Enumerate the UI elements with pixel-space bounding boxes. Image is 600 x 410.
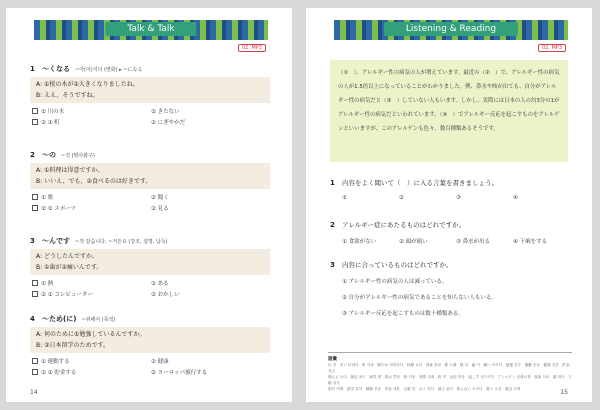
option-item[interactable]: ② 聞く	[151, 195, 169, 201]
answer-blank[interactable]: ①	[342, 195, 347, 201]
section-title: Listening & Reading	[384, 22, 518, 36]
talk-banner	[34, 20, 268, 40]
mp3-badge[interactable]: 02. MP3	[538, 44, 566, 52]
dialogue-box: A: 何のために①勉強しているんですか。 B: ②日本留学のためです。	[30, 327, 270, 353]
page-number: 14	[30, 389, 38, 396]
checkbox-icon	[32, 369, 38, 375]
answer-option[interactable]: ③ アレルギー反応を起こすものは数十種類ある。	[342, 311, 464, 317]
option-item[interactable]: ① 熱	[32, 279, 151, 287]
answer-option[interactable]: ② 頭が痛い	[399, 239, 428, 245]
question-2: 2 アレルギー症にあたるものはどれですか。 ① 食欲がない ② 頭が痛い ③ 鼻水が出る ④ 下痢をする	[330, 220, 570, 245]
dialogue-a: ①桜の木が②大きくなりましたね。	[44, 81, 139, 88]
question-1: 1 内容をよく聞いて（ ）に入る言葉を書きましょう。 ① ② ③ ④	[330, 178, 570, 201]
block-title: ～くなる	[42, 65, 70, 73]
option-item[interactable]: ② ① コンピューター	[32, 290, 151, 298]
answer-option[interactable]: ④ 下痢をする	[513, 239, 548, 245]
checkbox-icon	[32, 280, 38, 286]
block-note: ~아(어)지다 (변화) ▸ ~になる	[75, 67, 143, 73]
pattern-block: 3 ～んです ~것 같습니다, ~거든요 (강조, 설명, 납득) A: どうしたんですか。 B: ①歯が②痛いんです。 ① 熱 ② ある ② ① コンピューター ② おかしい	[30, 236, 270, 298]
left-page	[6, 8, 292, 402]
option-item[interactable]: ② 見る	[151, 206, 169, 212]
vocab-line: 旅行 여행 留学 유학 種類 종류 内容 내용 言葉 말 合う 맞다 減る 줄다 知らない 모르다 数十 수십 数百 수백	[328, 387, 521, 391]
answer-option[interactable]: ③ 鼻水が出る	[456, 239, 491, 245]
dialogue-b: ええ、そうですね。	[44, 92, 99, 99]
answer-blank[interactable]: ③	[456, 195, 461, 201]
answer-blank[interactable]: ②	[399, 195, 404, 201]
reading-passage	[330, 60, 568, 162]
answer-option[interactable]: ② 自分がアレルギー性の病気であることを知らない人もいる。	[342, 295, 497, 301]
option-item[interactable]: ② きたない	[151, 109, 180, 115]
checkbox-icon	[32, 291, 38, 297]
vocab-line: 川 강 汚い 더럽다 町 마을 賑やか 번화하다 料理 요리 得意 잘함 歌 노래 熱 열 歯 이 痛い 아프다 勉強 공부 運動 운동 健康 건강 貯金 저금	[328, 363, 570, 373]
pattern-block	[30, 64, 270, 126]
pattern-block: 4 ～ため(に) ~위해서 (목적) A: 何のために①勉強しているんですか。 B: ②日本留学のためです。 ① 運動する ② 健康 ② ① 貯金する ② ヨーロッパ旅行する	[30, 314, 270, 376]
mp3-badge[interactable]: 02. MP3	[238, 44, 266, 52]
option-item[interactable]: ② ① スポーツ	[32, 204, 151, 212]
option-item[interactable]: ① 川の水	[32, 107, 151, 115]
block-number: 1	[30, 65, 35, 73]
checkbox-icon	[32, 358, 38, 364]
question-3: 3 内容に合っているものはどれですか。 ① アレルギー性の病気の人は減っている。 ② 自分がアレルギー性の病気であることを知らない人もいる。 ③ アレルギー反応を起こすものは数十種類ある。	[330, 260, 570, 317]
page-number: 15	[560, 389, 568, 396]
checkbox-icon	[32, 205, 38, 211]
checkbox-icon	[32, 108, 38, 114]
dialogue-box: A: ①桜の木が②大きくなりましたね。 B: ええ、そうですね。	[30, 77, 270, 103]
right-page	[306, 8, 592, 402]
option-item[interactable]: ② 健康	[151, 359, 169, 365]
vocabulary-box	[328, 352, 572, 392]
option-item[interactable]: ② ① 貯金する	[32, 368, 151, 376]
option-item[interactable]: ① 運動する	[32, 357, 151, 365]
vocab-line: 増える 늘다 最近 최근 病気 병 鼻水 콧물 咳 기침 実際 실제 約 약 反応 반응 起こす 일으키다 アレルゲン 알레르겐 食欲 식욕 頭 머리 下痢 설사	[328, 375, 572, 385]
answer-option[interactable]: ① アレルギー性の病気の人は減っている。	[342, 279, 448, 285]
option-item[interactable]: ② おかしい	[151, 292, 180, 298]
pattern-block: 2 ～の ~것 (명사화구) A: ①料理は得意ですか。 B: いいえ、でも、②食べるのは好きです。 ① 歌 ② 聞く ② ① スポーツ ② 見る	[30, 150, 270, 212]
dialogue-box: A: ①料理は得意ですか。 B: いいえ、でも、②食べるのは好きです。	[30, 163, 270, 189]
checkbox-icon	[32, 194, 38, 200]
option-item[interactable]: ② ① 町	[32, 118, 151, 126]
answer-option[interactable]: ① 食欲がない	[342, 239, 377, 245]
option-item[interactable]: ② にぎやかだ	[151, 120, 186, 126]
vocab-title: 語彙	[328, 357, 337, 362]
dialogue-box: A: どうしたんですか。 B: ①歯が②痛いんです。	[30, 249, 270, 275]
reading-text: （① ）、アレルギー性の病気の人が増えています。最近の（② ）で、アレルギー性の病気の人が1.5倍以上になっていることがわかりました。例、鼻水や咳が出ても、自分がアレルギー性の病気だと（③ ）していない人もいます。しかし、実際には日本の人の約3分の1がアレルギー性の病気だといわれています。（④ ）でアレルギー反応を起こすものをアレルゲンといいますが、このアレルゲンも色々、数百種類あるそうです。	[338, 70, 560, 132]
option-item[interactable]: ② ヨーロッパ旅行する	[151, 370, 208, 376]
option-item[interactable]: ② ある	[151, 281, 169, 287]
checkbox-icon	[32, 119, 38, 125]
listening-banner	[334, 20, 568, 40]
answer-blank[interactable]: ④	[513, 195, 518, 201]
section-title: Talk & Talk	[105, 22, 196, 36]
option-item[interactable]: ① 歌	[32, 193, 151, 201]
